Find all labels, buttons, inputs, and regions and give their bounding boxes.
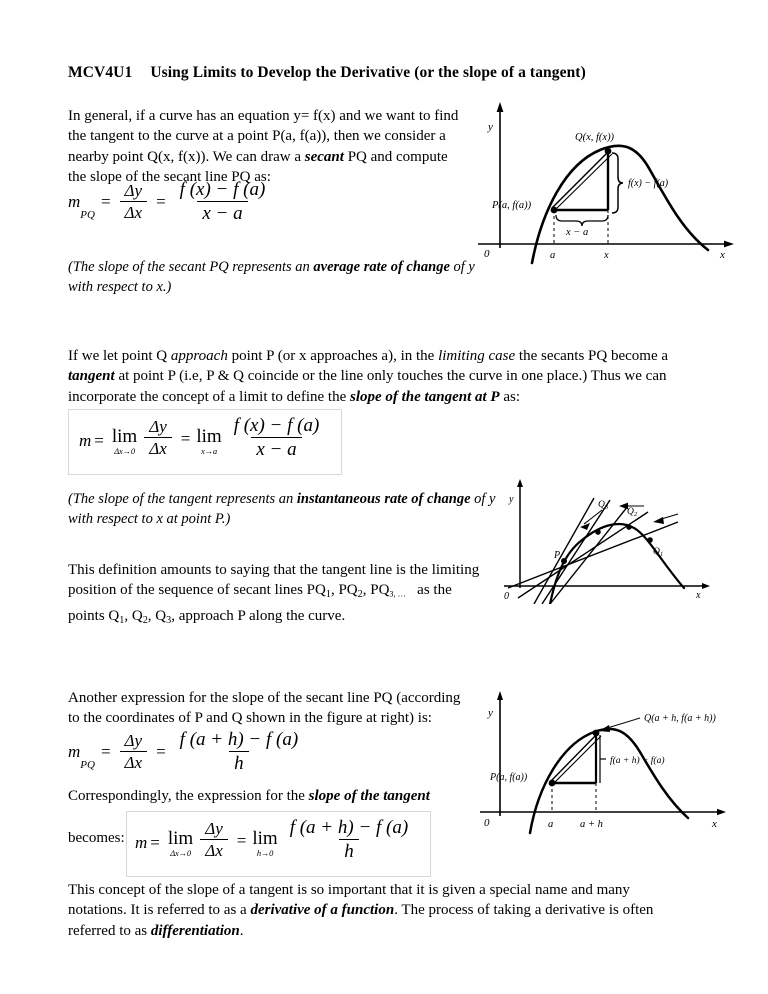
course-code: MCV4U1: [68, 64, 133, 81]
q1-subscript: 1: [119, 614, 125, 626]
differentiation-emphasis: differentiation: [150, 922, 240, 939]
figure3-label-x-axis: x: [712, 818, 717, 830]
secant-emphasis: secant: [304, 148, 344, 165]
x-axis-arrow: [724, 241, 734, 248]
derivative-paragraph: [68, 880, 688, 941]
formula3-delta-y: Δy: [124, 731, 143, 751]
figure2-q3-sub: 3: [604, 504, 609, 511]
intro-line-2: the tangent to the curve at a point P(a, f(a)), then we consider a: [68, 128, 446, 145]
formula4-lim2-text: lim: [252, 827, 278, 849]
formula4-delta-y: Δy: [205, 819, 223, 839]
figure-secant-ah: [472, 688, 747, 838]
figure2-label-p: P: [554, 550, 561, 561]
figure3-label-rise: f(a + h) − f(a): [610, 756, 665, 766]
formula2-numerator: f (x) − f (a): [233, 415, 320, 436]
figure2-label-origin: 0: [504, 591, 509, 602]
formula4-fraction-delta: [200, 820, 228, 860]
intro-line-4: the slope of the secant line PQ as:: [68, 169, 271, 186]
formula1-subscript: PQ: [80, 209, 95, 222]
pq2-subscript: 2: [357, 589, 363, 601]
sequence-line-2d: as the: [405, 582, 452, 599]
tangent-note-a: (The slope of the tangent represents an: [68, 491, 297, 507]
sequence-line-1: This definition amounts to saying that the tangent line is the limiting: [68, 562, 480, 578]
tangent-emphasis: tangent: [68, 368, 115, 385]
formula-secant-slope-h: [68, 730, 308, 774]
alt-line-1: Another expression for the slope of the secant line PQ (according: [68, 690, 461, 706]
figure-secant-pq-svg: [470, 98, 745, 268]
formula3-fraction-f: [175, 730, 304, 774]
intro-line-3c: PQ and compute: [343, 148, 448, 165]
intro-paragraph: [68, 106, 468, 188]
figure1-label-origin: 0: [484, 248, 490, 260]
point-q-dot-3: [593, 730, 600, 737]
corresp-a: Correspondingly, the expression for the: [68, 788, 309, 804]
figure1-label-rise: f(x) − f(a): [628, 178, 669, 189]
correspondingly-paragraph: [68, 786, 498, 806]
y-axis-arrow-3: [497, 691, 503, 700]
point-p-dot-3: [549, 780, 556, 787]
deriv-line-2a: notations. It is referred to as a: [68, 902, 251, 919]
page-title: [68, 64, 586, 82]
sequence-line-3b: , Q: [124, 607, 143, 624]
formula4-limit-1: [168, 829, 193, 858]
q-leader-line-3: [604, 718, 640, 729]
formula2-lim1-text: lim: [111, 425, 138, 447]
deriv-line-1: This concept of the slope of a tangent is so important that it is given a special name and many: [68, 882, 630, 898]
figure2-label-q2: $Q_2$: [627, 507, 638, 518]
figure2-label-q3: $Q_3$: [598, 500, 609, 511]
sequence-line-2a: position of the sequence of secant lines PQ: [68, 582, 326, 599]
secant-line: [552, 151, 609, 208]
point-q1-dot: [647, 537, 653, 543]
title-text: Using Limits to Develop the Derivative (or the slope of a tangent): [150, 64, 586, 81]
formula3-fraction-delta: [120, 732, 148, 772]
figure1-label-y-axis: y: [488, 121, 493, 133]
sequence-line-2c: , PQ: [362, 582, 390, 599]
approach-emphasis: approach: [170, 348, 228, 364]
formula3-denominator: h: [229, 751, 249, 774]
sequence-paragraph: [68, 560, 498, 631]
limit-para-a: If we let point Q: [68, 348, 171, 364]
limiting-case-paragraph: [68, 346, 686, 407]
formula1-equals-2: =: [156, 192, 166, 212]
formula1-delta-y: Δy: [124, 181, 143, 201]
y-axis-arrow: [497, 102, 504, 112]
formula4-lim1-text: lim: [167, 827, 194, 849]
becomes-text: becomes:: [68, 830, 125, 846]
secant-note-d: with respect to x.): [68, 278, 172, 295]
instantaneous-rate-emphasis: instantaneous rate of change: [296, 491, 471, 507]
figure2-q1-sub: 1: [659, 551, 664, 558]
formula1-equals-1: =: [100, 192, 111, 212]
deriv-line-3a: referred to as: [68, 922, 151, 939]
slope-tangent-emphasis: slope of the tangent at P: [349, 388, 500, 405]
x-axis-arrow-3: [717, 809, 726, 815]
figure1-label-q: Q(x, f(x)): [575, 132, 615, 143]
formula2-m: m: [79, 431, 92, 451]
derivative-emphasis: derivative of a function: [250, 902, 395, 919]
formula1-fraction-delta: [120, 182, 148, 222]
formula1-delta-x: Δx: [120, 201, 148, 222]
formula2-fraction-f: [229, 416, 325, 460]
formula2-denominator: x − a: [251, 437, 301, 460]
formula-tangent-limit: [68, 409, 342, 475]
q3-subscript: 3: [166, 614, 172, 626]
intro-line-3a: nearby point Q(x, f(x)). We can draw a: [68, 148, 305, 165]
figure1-label-p: P(a, f(a)): [492, 200, 532, 211]
deriv-line-3c: .: [239, 922, 244, 939]
formula3-delta-x: Δx: [120, 751, 148, 772]
rise-brace: [612, 153, 623, 213]
tangent-note-d: with respect to x at point P.): [68, 510, 231, 527]
formula3-equals-1: =: [100, 742, 111, 762]
formula4-lim1-sub: Δx→0: [170, 847, 191, 858]
sequence-line-3a: points Q: [68, 607, 120, 624]
figure2-label-x-axis: x: [696, 590, 701, 601]
sequence-line-2b: , PQ: [330, 582, 358, 599]
alt-line-2: to the coordinates of P and Q shown in the figure at right) is:: [68, 710, 432, 727]
figure2-q2-sub: 2: [633, 511, 638, 518]
formula4-equals-2: =: [236, 831, 247, 851]
figure-secant-family: [498, 476, 733, 604]
alternate-expression-paragraph: [68, 688, 478, 729]
figure2-label-y-axis: y: [509, 494, 514, 505]
limit-para-j: as:: [499, 388, 520, 405]
figure-secant-ah-svg: [472, 688, 747, 838]
deriv-line-2c: . The process of taking a derivative is often: [394, 902, 654, 919]
limit-para-h: incorporate the concept of a limit to define the: [68, 388, 350, 405]
figure1-tick-x: x: [604, 250, 609, 261]
formula4-limit-2: [252, 829, 277, 858]
tangent-line-2: [534, 498, 594, 604]
formula3-m: m: [68, 742, 81, 762]
average-rate-emphasis: average rate of change: [313, 259, 450, 275]
figure3-label-origin: 0: [484, 817, 490, 829]
figure1-label-run: x − a: [566, 227, 589, 238]
formula4-delta-x: Δx: [200, 839, 228, 860]
arrow-q1-head: [653, 517, 664, 524]
formula4-fraction-f: [285, 818, 414, 862]
secant-line-3: [550, 733, 598, 782]
formula3-numerator: f (a + h) − f (a): [179, 729, 299, 750]
formula2-delta-y: Δy: [149, 417, 167, 437]
tangent-note-c: of y: [470, 491, 496, 507]
pq1-subscript: 1: [325, 589, 331, 601]
formula1-denominator: x − a: [197, 201, 247, 224]
figure1-label-x-axis: x: [720, 249, 725, 261]
q-leader-arrow-3: [599, 725, 610, 732]
formula3-equals-2: =: [156, 742, 166, 762]
y-axis-arrow-2: [517, 479, 523, 487]
figure3-label-p: P(a, f(a)): [490, 772, 528, 783]
formula2-limit-2: [196, 427, 221, 456]
formula2-lim2-text: lim: [196, 425, 222, 447]
point-p-dot: [551, 207, 558, 214]
limit-para-e: the secants PQ become a: [515, 348, 669, 364]
formula4-denominator: h: [339, 839, 359, 862]
arrow-q3-head: [580, 523, 590, 530]
figure3-tick-ah: a + h: [580, 819, 603, 830]
x-axis-arrow-2: [702, 583, 710, 589]
formula2-equals-1: =: [94, 431, 104, 451]
figure1-tick-a: a: [550, 250, 556, 261]
formula4-m: m: [135, 833, 148, 853]
point-q-dot: [605, 148, 612, 155]
figure3-label-y-axis: y: [488, 707, 493, 719]
figure3-label-q: Q(a + h, f(a + h)): [644, 713, 716, 724]
formula1-numerator: f (x) − f (a): [179, 179, 266, 200]
point-p-dot-2: [561, 558, 567, 564]
formula1-fraction-f: [175, 180, 271, 224]
intro-line-1: In general, if a curve has an equation y= f(x) and we want to find: [68, 108, 459, 124]
run-brace: [556, 215, 608, 226]
formula2-delta-x: Δx: [144, 437, 172, 458]
sequence-line-3d: , approach P along the curve.: [171, 607, 346, 624]
pq3-subscript: 3, …: [389, 589, 406, 599]
limiting-case-emphasis: limiting case: [438, 348, 516, 364]
figure-secant-family-svg: [498, 476, 733, 604]
slope-tangent-emphasis-2: slope of the tangent: [308, 788, 430, 804]
curve-path: [532, 146, 708, 263]
formula4-equals-1: =: [150, 833, 160, 853]
formula4-numerator: f (a + h) − f (a): [289, 817, 409, 838]
secant-note: [68, 258, 488, 297]
formula2-lim2-sub: x→a: [201, 445, 217, 456]
point-q3-dot: [595, 529, 601, 535]
formula4-lim2-sub: h→0: [256, 847, 274, 858]
becomes-label: [68, 828, 125, 848]
sequence-line-3c: , Q: [147, 607, 167, 624]
figure2-label-q1: $Q_1$: [653, 547, 664, 558]
formula2-lim1-sub: Δx→0: [114, 445, 135, 456]
formula2-equals-2: =: [180, 429, 191, 449]
secant-note-c: of y: [449, 259, 475, 275]
limit-para-g: at point P (i.e, P & Q coincide or the line only touches the curve in one place.) Thus we can: [114, 368, 667, 385]
formula3-subscript: PQ: [80, 759, 95, 772]
figure3-tick-a: a: [548, 819, 554, 830]
formula-secant-slope: [68, 180, 275, 224]
formula1-m: m: [68, 192, 81, 212]
point-q2-dot: [626, 524, 632, 530]
tangent-note: [68, 490, 508, 529]
formula-tangent-limit-h: [126, 811, 431, 877]
formula2-fraction-delta: [144, 418, 172, 458]
formula2-limit-1: [112, 427, 137, 456]
limit-para-c: point P (or x approaches a), in the: [227, 348, 439, 364]
secant-note-a: (The slope of the secant PQ represents an: [68, 259, 314, 275]
q2-subscript: 2: [142, 614, 148, 626]
figure-secant-pq: [470, 98, 745, 268]
